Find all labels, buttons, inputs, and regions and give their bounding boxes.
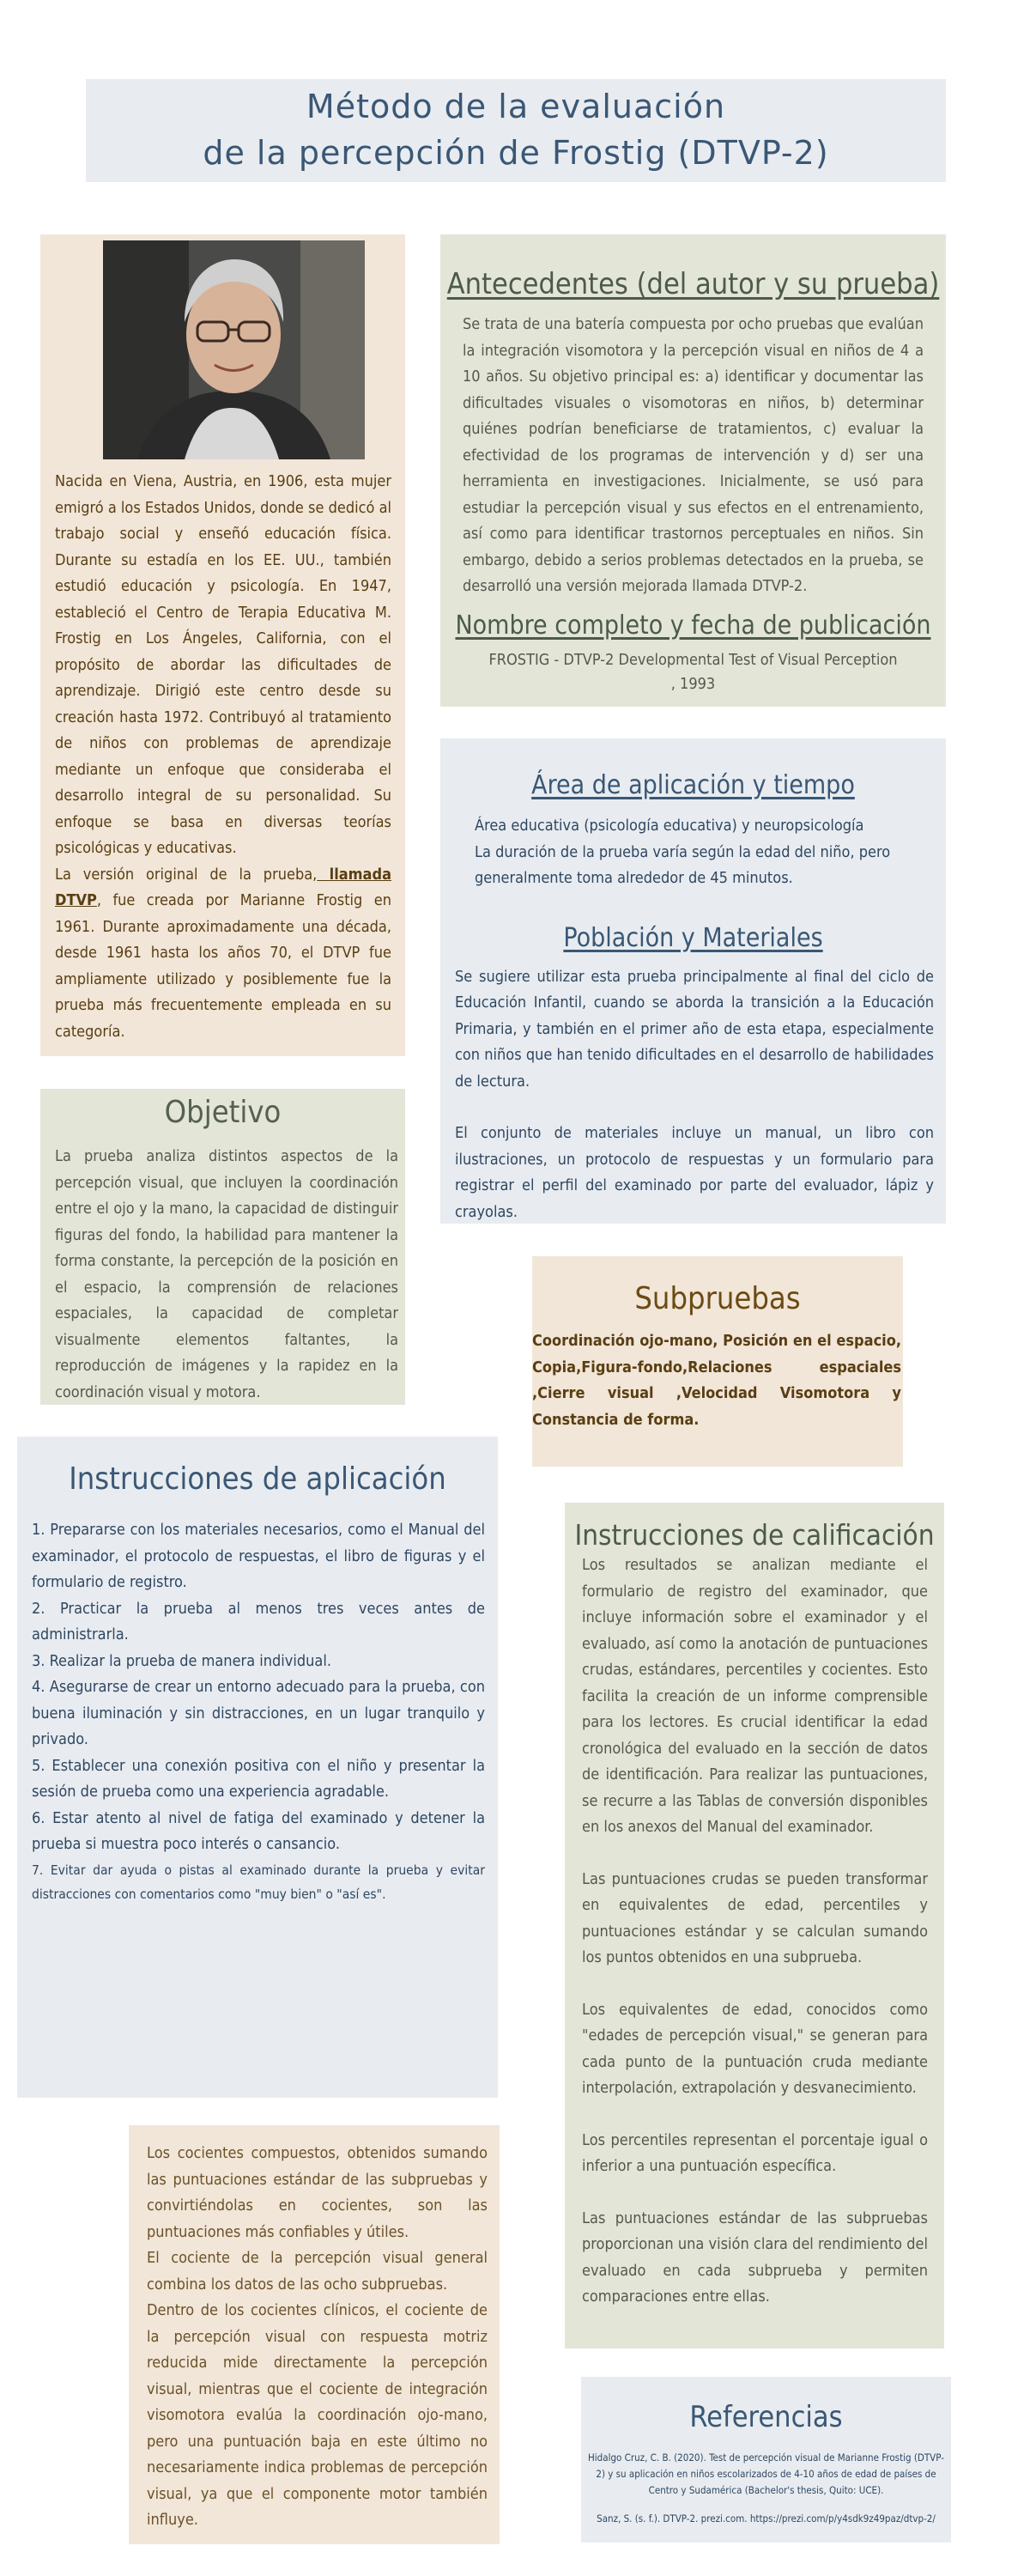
objetivo-text: La prueba analiza distintos aspectos de la percepción visual, que incluyen la coordinación entre el ojo y la mano, la capacidad de distinguir figuras del fondo, la habilidad para mantener la forma constante, la percepción de la posición en el espacio, la comprensión de relaciones espaciales, la capacidad de completar visualmente elementos faltantes, la reproducción de imágenes y la rapidez en la coordinación visual y motora. (55, 1147, 398, 1401)
instruction-item-7: 7. Evitar dar ayuda o pistas al examinado durante la prueba y evitar distracciones con comentarios como "muy bien" o "así es". (32, 1862, 485, 1902)
dtvp-link[interactable]: llamada DTVP (55, 865, 391, 909)
instrucciones-list (32, 1517, 485, 1906)
referencias-text (585, 2450, 947, 2527)
instrucciones-title: Instrucciones de aplicación (69, 1461, 446, 1497)
objetivo-title: Objetivo (164, 1095, 282, 1130)
antecedentes-title: Antecedentes (del autor y su prueba) (446, 267, 940, 301)
calificacion-paragraph-1: Los resultados se analizan mediante el formulario de registro del examinador, que incluye información sobre el examinador y el evaluado, así como la anotación de puntuaciones crudas, estándares, percentiles y cocientes. Esto facilita la creación de un informe comprensible para los lectores. Es crucial identificar la edad cronológica del evaluado en la sección de datos de identificación. Para realizar las puntuaciones, se recurre a las Tablas de conversión disponibles en los anexos del Manual del examinador. (582, 1556, 928, 1836)
calificacion-text (582, 1552, 928, 2311)
cocientes-paragraph-1: Los cocientes compuestos, obtenidos sumando las puntuaciones estándar de las subpruebas y convirtiéndolas en cocientes, son las puntuaciones más confiables y útiles. (147, 2144, 488, 2241)
reference-1: Hidalgo Cruz, C. B. (2020). Test de percepción visual de Marianne Frostig (DTVP-2) y su aplicación en niños escolarizados de 4-10 años de edad de países de Centro y Sudamérica (Bachelor's thesis, Quito: UCE). (588, 2451, 944, 2496)
calificacion-paragraph-4: Los percentiles representan el porcentaje igual o inferior a una puntuación específica. (582, 2130, 928, 2175)
reference-2[interactable]: Sanz, S. (s. f.). DTVP-2. prezi.com. https://prezi.com/p/y4sdk9z49paz/dtvp-2/ (597, 2512, 936, 2524)
calificacion-paragraph-2: Las puntuaciones crudas se pueden transformar en equivalentes de edad, percentiles y puntuaciones estándar y se calculan sumando los puntos obtenidos en una subprueba. (582, 1869, 928, 1966)
title-banner (86, 79, 946, 182)
cocientes-paragraph-3: Dentro de los cocientes clínicos, el cociente de la percepción visual con respuesta motriz reducida mide directamente la percepción visual, mientras que el cociente de integración visomotora evalúa la coordinación ojo-mano, pero una puntuación baja en este último no necesariamente indica problemas de percepción visual, ya que el componente motor también influye. (147, 2301, 488, 2529)
area-line-1: Área educativa (psicología educativa) y neuropsicología (475, 817, 864, 835)
page-title (86, 79, 946, 176)
instruction-item-5: 5. Establecer una conexión positiva con el niño y presentar la sesión de prueba como una experiencia agradable. (32, 1756, 485, 1801)
bio-card (40, 234, 405, 1056)
subpruebas-title: Subpruebas (634, 1281, 801, 1316)
bio-paragraph-2-start: La versión original de la prueba, (55, 865, 318, 884)
poblacion-title: Población y Materiales (563, 922, 823, 953)
bio-paragraph-2 (55, 862, 391, 1046)
fullname-line2: , 1993 (670, 674, 716, 693)
fullname-text (440, 648, 946, 696)
poblacion-paragraph-1: Se sugiere utilizar esta prueba principalmente al final del ciclo de Educación Infantil, cuando se aborda la transición a la Educación Primaria, y también en el primer año de esta etapa, especialmente con niños que han tenido dificultades en el desarrollo de habilidades de lectura. (455, 967, 934, 1091)
subpruebas-text: Coordinación ojo-mano, Posición en el espacio, Copia,Figura-fondo,Relaciones espaciales ,Cierre visual ,Velocidad Visomotora y Constancia de forma. (532, 1332, 901, 1429)
poblacion-text (455, 964, 934, 1226)
instruction-item-4: 4. Asegurarse de crear un entorno adecuado para la prueba, con buena iluminación y sin distracciones, en un lugar tranquilo y privado. (32, 1678, 485, 1748)
calificacion-title: Instrucciones de calificación (574, 1518, 935, 1552)
calificacion-card (565, 1503, 944, 2348)
instruction-item-1: 1. Prepararse con los materiales necesarios, como el Manual del examinador, el protocolo de respuestas, el libro de figuras y el formulario de registro. (32, 1521, 485, 1591)
instrucciones-card (17, 1437, 498, 2098)
area-line-2: La duración de la prueba varía según la edad del niño, pero generalmente toma alrededor de 45 minutos. (475, 842, 891, 887)
area-text (475, 813, 934, 892)
calificacion-paragraph-3: Los equivalentes de edad, conocidos como "edades de percepción visual," se generan para cada punto de la puntuación cruda mediante interpolación, extrapolación y desvanecimiento. (582, 2000, 928, 2097)
portrait-illustration (103, 240, 365, 459)
referencias-card (581, 2377, 951, 2543)
cocientes-paragraph-2: El cociente de la percepción visual general combina los datos de las ocho subpruebas. (147, 2249, 488, 2293)
page-title-line1: Método de la evaluación (306, 88, 726, 125)
instruction-item-2: 2. Practicar la prueba al menos tres veces antes de administrarla. (32, 1599, 485, 1643)
referencias-title: Referencias (689, 2400, 843, 2434)
fullname-title: Nombre completo y fecha de publicación (455, 610, 931, 641)
cocientes-card (129, 2125, 500, 2544)
antecedentes-text: Se trata de una batería compuesta por ocho pruebas que evalúan la integración visomotora y la percepción visual en niños de 4 a 10 años. Su objetivo principal es: a) identificar y documentar las dificultades visuales o visomotoras en niños, b) determinar quiénes podrían beneficiarse de tratamientos, c) evaluar la efectividad de los programas de intervención y d) ser una herramienta en investigaciones. Inicialmente, se usó para estudiar la percepción visual y sus efectos en el entrenamiento, así como para identificar trastornos perceptuales en niños. Sin embargo, debido a serios problemas detectados en la prueba, se desarrolló una versión mejorada llamada DTVP-2. (463, 315, 924, 595)
area-card (440, 738, 946, 1224)
subpruebas-card (532, 1256, 903, 1467)
antecedentes-card (440, 234, 946, 707)
bio-paragraph-1: Nacida en Viena, Austria, en 1906, esta mujer emigró a los Estados Unidos, donde se dedicó al trabajo social y enseñó educación física. Durante su estadía en los EE. UU., también estudió educación y psicología. En 1947, estableció el Centro de Terapia Educativa M. Frostig en Los Ángeles, California, con el propósito de abordar las dificultades de aprendizaje. Dirigió este centro desde su creación hasta 1972. Contribuyó al tratamiento de niños con problemas de aprendizaje mediante un enfoque que consideraba el desarrollo integral de su personalidad. Su enfoque se basa en diversas teorías psicológicas y educativas. (55, 472, 391, 857)
bio-text (55, 469, 391, 1045)
cocientes-text (147, 2141, 488, 2534)
author-photo (103, 240, 365, 459)
page-title-line2: de la percepción de Frostig (DTVP-2) (203, 134, 829, 172)
poblacion-paragraph-2: El conjunto de materiales incluye un manual, un libro con ilustraciones, un protocolo de respuestas y un formulario para registrar el perfil del examinado por parte del evaluador, lápiz y crayolas. (455, 1124, 934, 1221)
calificacion-paragraph-5: Las puntuaciones estándar de las subpruebas proporcionan una visión clara del rendimiento del evaluado en cada subprueba y permiten comparaciones entre ellas. (582, 2208, 928, 2306)
area-title: Área de aplicación y tiempo (531, 770, 855, 800)
instruction-item-3: 3. Realizar la prueba de manera individual. (32, 1651, 331, 1670)
instruction-item-6: 6. Estar atento al nivel de fatiga del examinado y detener la prueba si muestra poco interés o cansancio. (32, 1808, 485, 1853)
objetivo-card (40, 1089, 405, 1405)
fullname-line1: FROSTIG - DTVP-2 Developmental Test of Visual Perception (488, 650, 898, 669)
bio-paragraph-2-end: , fue creada por Marianne Frostig en 1961. Durante aproximadamente una década, desde 1961 hasta los años 70, el DTVP fue ampliamente utilizado y posiblemente fue la prueba más frecuentemente empleada en su categoría. (55, 891, 391, 1041)
